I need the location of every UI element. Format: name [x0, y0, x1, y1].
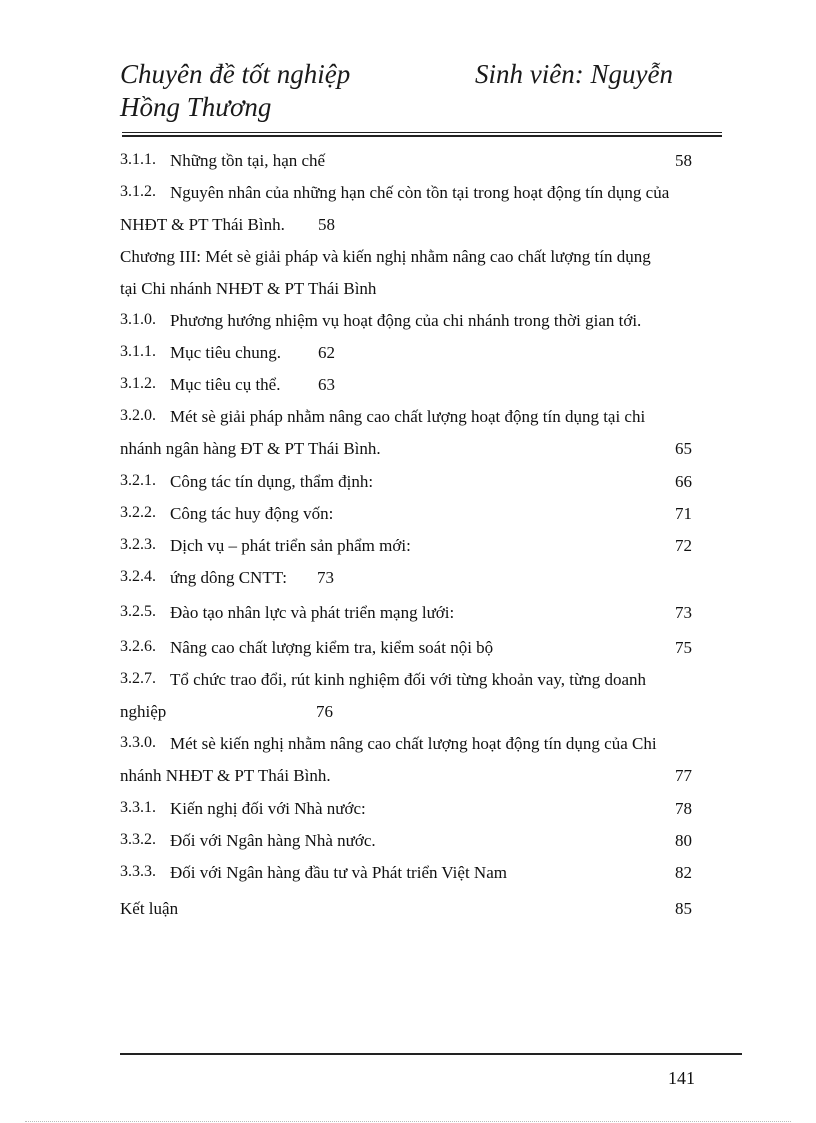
- toc-number: 3.2.0.: [120, 407, 156, 424]
- toc-title-continued: nghiệp: [120, 702, 167, 721]
- toc-entry: [120, 151, 740, 183]
- toc-number: 3.2.4.: [120, 568, 156, 585]
- toc-page: 73: [317, 568, 334, 587]
- toc-page: 58: [318, 215, 335, 234]
- toc-title: Đối với Ngân hàng đầu tư và Phát triển Việt Nam: [170, 863, 507, 882]
- toc-page: 72: [675, 536, 692, 555]
- toc-entry: [120, 670, 740, 702]
- toc-entry: [120, 311, 740, 343]
- toc-page: 63: [318, 375, 335, 394]
- toc-entry: [120, 375, 740, 407]
- header-title: Chuyên đề tốt nghiệp: [120, 59, 351, 89]
- toc-number: 3.2.7.: [120, 670, 156, 687]
- chapter-title-continued: tại Chi nhánh NHĐT & PT Thái Bình: [120, 279, 377, 298]
- toc-entry-continued: [120, 702, 740, 734]
- header-rule-thin: [122, 132, 722, 133]
- toc-title: Phương hướng nhiệm vụ hoạt động của chi nhánh trong thời gian tới.: [170, 311, 642, 330]
- toc-title: Mét sè kiến nghị nhằm nâng cao chất lượng hoạt động tín dụng của Chi: [170, 734, 657, 753]
- toc-title: Nguyên nhân của những hạn chế còn tồn tại trong hoạt động tín dụng của: [170, 183, 670, 202]
- toc-page: 76: [316, 702, 333, 721]
- toc-number: 3.1.2.: [120, 375, 156, 392]
- toc-entry: [120, 638, 740, 670]
- toc-entry: [120, 799, 740, 831]
- toc-page: 75: [675, 638, 692, 657]
- toc-title-continued: nhánh ngân hàng ĐT & PT Thái Bình.: [120, 439, 381, 458]
- toc-entry: [120, 863, 740, 895]
- toc-page: 80: [675, 831, 692, 850]
- toc-title: Đối với Ngân hàng Nhà nước.: [170, 831, 376, 850]
- toc-entry: [120, 407, 740, 439]
- toc-title: Đào tạo nhân lực và phát triển mạng lưới:: [170, 603, 455, 622]
- toc-number: 3.2.1.: [120, 472, 156, 489]
- toc-number: 3.1.2.: [120, 183, 156, 200]
- page-number: 141: [668, 1068, 695, 1088]
- toc-page: 66: [675, 472, 692, 491]
- footer-rule: [120, 1053, 742, 1055]
- toc-title: Dịch vụ – phát triển sản phẩm mới:: [170, 536, 411, 555]
- toc-page: 85: [675, 899, 692, 918]
- page-edge-divider: [25, 1121, 791, 1122]
- toc-page: 71: [675, 504, 692, 523]
- header-author-continued: Hồng Thương: [120, 92, 272, 122]
- toc-entry: [120, 831, 740, 863]
- toc-entry: [120, 603, 740, 635]
- toc-entry-continued: [120, 439, 740, 471]
- toc-page: 73: [675, 603, 692, 622]
- toc-number: 3.2.5.: [120, 603, 156, 620]
- toc-entry: [120, 536, 740, 568]
- toc-title: Mục tiêu chung.: [170, 343, 281, 362]
- toc-number: 3.1.1.: [120, 151, 156, 168]
- toc-title: Mét sè giải pháp nhằm nâng cao chất lượng hoạt động tín dụng tại chi: [170, 407, 646, 426]
- toc-number: 3.2.3.: [120, 536, 156, 553]
- toc-title: ứng dông CNTT:: [170, 568, 287, 587]
- toc-number: 3.3.0.: [120, 734, 156, 751]
- toc-page: 58: [675, 151, 692, 170]
- toc-title: Công tác huy động vốn:: [170, 504, 334, 523]
- toc-entry: [120, 343, 740, 375]
- toc-number: 3.2.2.: [120, 504, 156, 521]
- toc-title: Kiến nghị đối với Nhà nước:: [170, 799, 366, 818]
- toc-page: 62: [318, 343, 335, 362]
- toc-entry: [120, 472, 740, 504]
- toc-chapter-continued: [120, 279, 740, 311]
- toc-page: 77: [675, 766, 692, 785]
- toc-number: 3.1.0.: [120, 311, 156, 328]
- toc-title: Tổ chức trao đổi, rút kinh nghiệm đối với từng khoản vay, từng doanh: [170, 670, 647, 689]
- toc-number: 3.3.3.: [120, 863, 156, 880]
- toc-title: Những tồn tại, hạn chế: [170, 151, 326, 170]
- toc-number: 3.1.1.: [120, 343, 156, 360]
- chapter-title: Chương III: Mét sè giải pháp và kiến nghị nhằm nâng cao chất lượng tín dụng: [120, 247, 651, 266]
- toc-number: 3.2.6.: [120, 638, 156, 655]
- toc-title: Kết luận: [120, 899, 179, 918]
- toc-number: 3.3.2.: [120, 831, 156, 848]
- toc-entry-continued: [120, 215, 740, 247]
- toc-page: 78: [675, 799, 692, 818]
- toc-chapter: [120, 247, 740, 279]
- toc-page: 65: [675, 439, 692, 458]
- header-author: Sinh viên: Nguyễn: [475, 59, 673, 89]
- toc-entry: [120, 568, 740, 600]
- toc-number: 3.3.1.: [120, 799, 156, 816]
- toc-page: 82: [675, 863, 692, 882]
- toc-entry: [120, 183, 740, 215]
- toc-title: Công tác tín dụng, thẩm định:: [170, 472, 374, 491]
- toc-title-continued: NHĐT & PT Thái Bình.: [120, 215, 285, 234]
- header-rule-thick: [122, 135, 722, 137]
- toc-entry: [120, 504, 740, 536]
- toc-entry: [120, 734, 740, 766]
- toc-title: Nâng cao chất lượng kiểm tra, kiểm soát nội bộ: [170, 638, 494, 657]
- toc-entry-continued: [120, 766, 740, 798]
- toc-title: Mục tiêu cụ thể.: [170, 375, 281, 394]
- toc-title-continued: nhánh NHĐT & PT Thái Bình.: [120, 766, 331, 785]
- toc-entry: [120, 899, 740, 931]
